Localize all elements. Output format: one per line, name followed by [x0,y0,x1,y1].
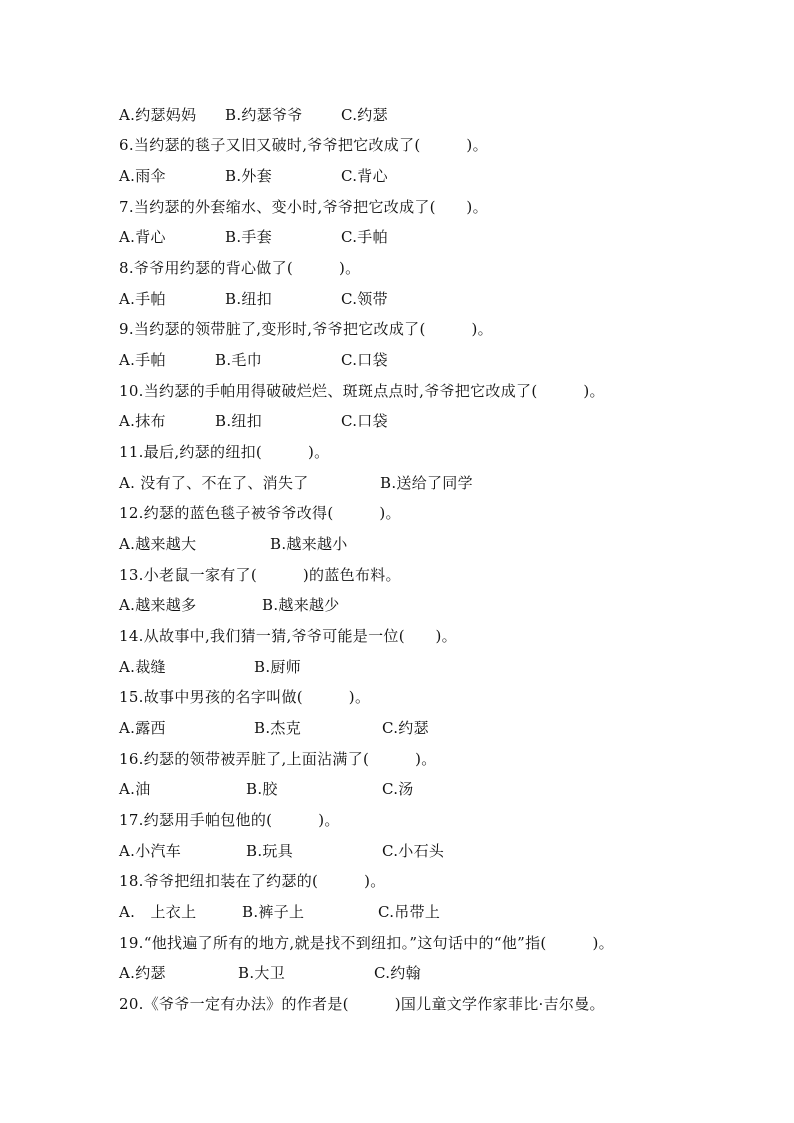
option-b: B.大卫 [238,964,285,982]
option-b: B.约瑟爷爷 [225,106,303,124]
option-a: A.约瑟 [119,964,166,982]
option-c: C.约瑟 [382,719,429,737]
option-c: C.口袋 [341,351,388,369]
question-12: 12.约瑟的蓝色毯子被爷爷改得( )。 [119,504,401,522]
option-a: A.背心 [119,228,166,246]
option-c: C.小石头 [382,842,445,860]
question-19: 19.“他找遍了所有的地方,就是找不到纽扣。”这句话中的“他”指( )。 [119,934,614,952]
question-10: 10.当约瑟的手帕用得破破烂烂、斑斑点点时,爷爷把它改成了( )。 [119,382,605,400]
option-a: A.手帕 [119,290,166,308]
option-a: A.露西 [119,719,166,737]
option-b: B.毛巾 [215,351,262,369]
option-a: A.约瑟妈妈 [119,106,197,124]
question-15: 15.故事中男孩的名字叫做( )。 [119,688,371,706]
option-b: B.厨师 [254,658,301,676]
question-18: 18.爷爷把纽扣装在了约瑟的( )。 [119,872,386,890]
option-a: A. 上衣上 [119,903,197,921]
question-14: 14.从故事中,我们猜一猜,爷爷可能是一位( )。 [119,627,457,645]
option-b: B.送给了同学 [380,474,473,492]
option-b: B.玩具 [246,842,293,860]
option-a: A.越来越多 [119,596,197,614]
option-c: C.约翰 [374,964,421,982]
question-6: 6.当约瑟的毯子又旧又破时,爷爷把它改成了( )。 [119,136,488,154]
option-c: C.背心 [341,167,388,185]
option-b: B.纽扣 [215,412,262,430]
option-c: C.约瑟 [341,106,388,124]
option-b: B.裤子上 [242,903,305,921]
question-7: 7.当约瑟的外套缩水、变小时,爷爷把它改成了( )。 [119,198,488,216]
option-b: B.越来越少 [262,596,340,614]
option-b: B.杰克 [254,719,301,737]
option-a: A.手帕 [119,351,166,369]
question-13: 13.小老鼠一家有了( )的蓝色布料。 [119,566,401,584]
option-a: A.小汽车 [119,842,182,860]
option-c: C.吊带上 [378,903,441,921]
option-a: A.雨伞 [119,167,166,185]
option-a: A.油 [119,780,151,798]
option-c: C.手帕 [341,228,388,246]
option-b: B.外套 [225,167,272,185]
option-b: B.手套 [225,228,272,246]
question-17: 17.约瑟用手帕包他的( )。 [119,811,340,829]
option-b: B.纽扣 [225,290,272,308]
option-a: A. 没有了、不在了、消失了 [119,474,309,492]
question-20: 20.《爷爷一定有办法》的作者是( )国儿童文学作家菲比·吉尔曼。 [119,995,605,1013]
option-a: A.越来越大 [119,535,197,553]
option-b: B.越来越小 [270,535,348,553]
question-8: 8.爷爷用约瑟的背心做了( )。 [119,259,361,277]
option-c: C.口袋 [341,412,388,430]
option-c: C.汤 [382,780,414,798]
option-c: C.领带 [341,290,388,308]
option-b: B.胶 [246,780,278,798]
question-9: 9.当约瑟的领带脏了,变形时,爷爷把它改成了( )。 [119,320,493,338]
option-a: A.裁缝 [119,658,166,676]
option-a: A.抹布 [119,412,166,430]
question-11: 11.最后,约瑟的纽扣( )。 [119,443,330,461]
question-16: 16.约瑟的领带被弄脏了,上面沾满了( )。 [119,750,437,768]
